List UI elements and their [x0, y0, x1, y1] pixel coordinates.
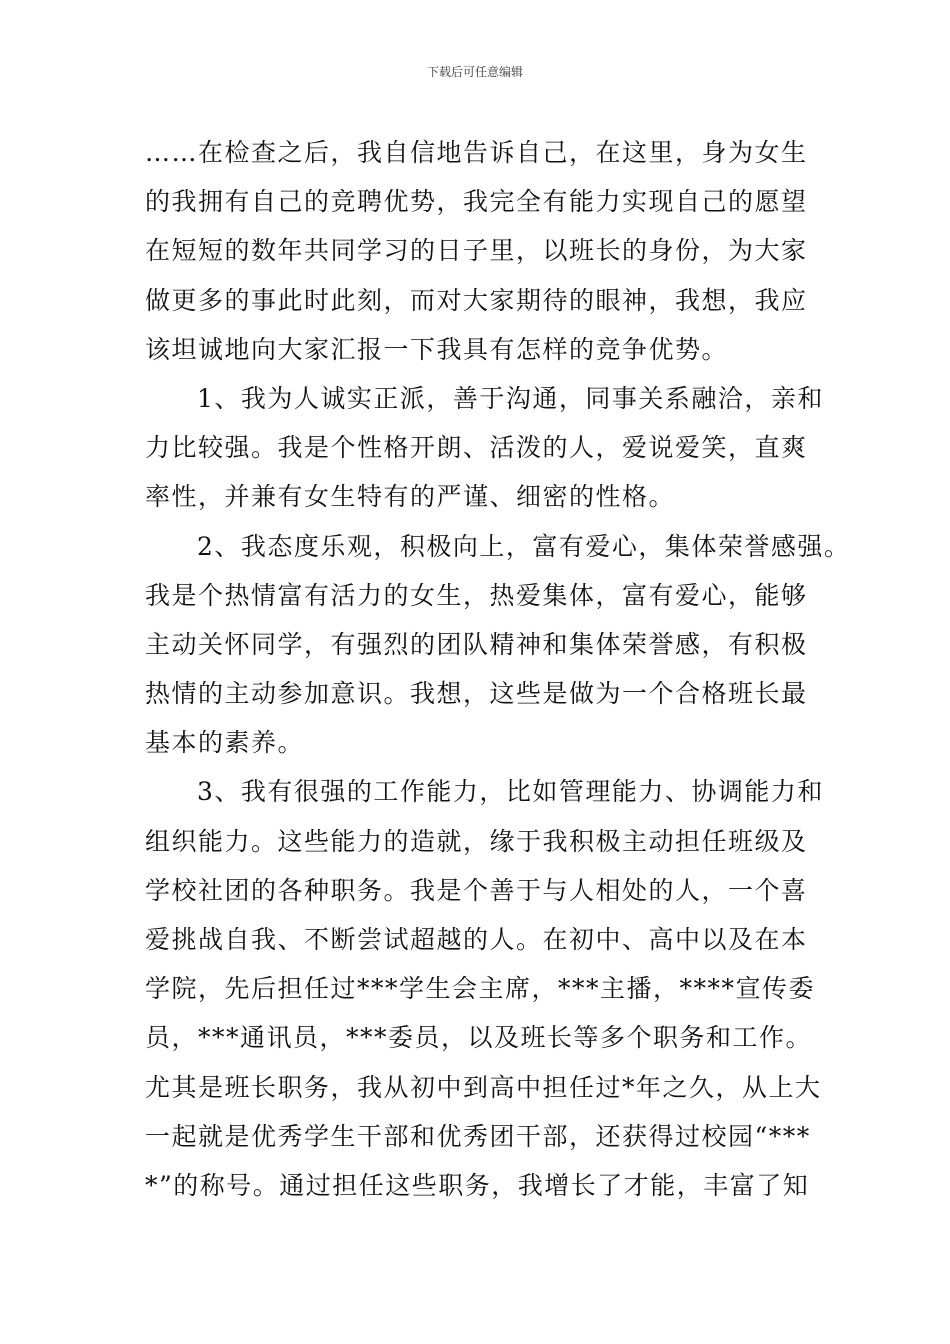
text-line: 爱挑战自我、不断尝试超越的人。在初中、高中以及在本	[145, 925, 808, 954]
text-line: 基本的素养。	[145, 728, 305, 758]
text-line: *”的称号。通过担任这些职务，我增长了才能，丰富了知	[145, 1170, 810, 1200]
text-line: 率性，并兼有女生特有的严谨、细密的性格。	[145, 482, 676, 512]
text-line: 学校社团的各种职务。我是个善于与人相处的人，一个喜	[145, 875, 808, 905]
document-body	[145, 128, 851, 1210]
text-line-paragraph-start: 3、我有很强的工作能力，比如管理能力、协调能力和	[197, 777, 824, 807]
text-line: 力比较强。我是个性格开朗、活泼的人，爱说爱笑，直爽	[145, 433, 808, 463]
text-line: 主动关怀同学，有强烈的团队精神和集体荣誉感，有积极	[145, 629, 808, 659]
text-line: 组织能力。这些能力的造就，缘于我积极主动担任班级及	[145, 826, 808, 856]
text-line: 尤其是班长职务，我从初中到高中担任过*年之久，从上大	[145, 1072, 822, 1102]
text-line: 该坦诚地向大家汇报一下我具有怎样的竞争优势。	[145, 334, 729, 364]
page-header: 下载后可任意编辑	[426, 65, 523, 79]
text-line: 员，***通讯员，***委员，以及班长等多个职务和工作。	[145, 1023, 813, 1053]
text-line: 的我拥有自己的竞聘优势，我完全有能力实现自己的愿望	[145, 187, 808, 217]
text-line-paragraph-start: 1、我为人诚实正派，善于沟通，同事关系融洽，亲和	[197, 383, 824, 413]
text-line: 我是个热情富有活力的女生，热爱集体，富有爱心，能够	[145, 580, 808, 610]
text-line: ……在检查之后，我自信地告诉自己，在这里，身为女生	[145, 138, 808, 167]
text-line: 学院，先后担任过***学生会主席，***主播，****宣传委	[145, 974, 816, 1004]
text-line: 一起就是优秀学生干部和优秀团干部，还获得过校园“***	[145, 1121, 811, 1151]
text-line: 热情的主动参加意识。我想，这些是做为一个合格班长最	[145, 679, 808, 709]
text-line-paragraph-start: 2、我态度乐观，积极向上，富有爱心，集体荣誉感强。	[197, 531, 851, 561]
text-line: 在短短的数年共同学习的日子里，以班长的身份，为大家	[145, 236, 808, 266]
text-line: 做更多的事此时此刻，而对大家期待的眼神，我想，我应	[145, 285, 808, 315]
